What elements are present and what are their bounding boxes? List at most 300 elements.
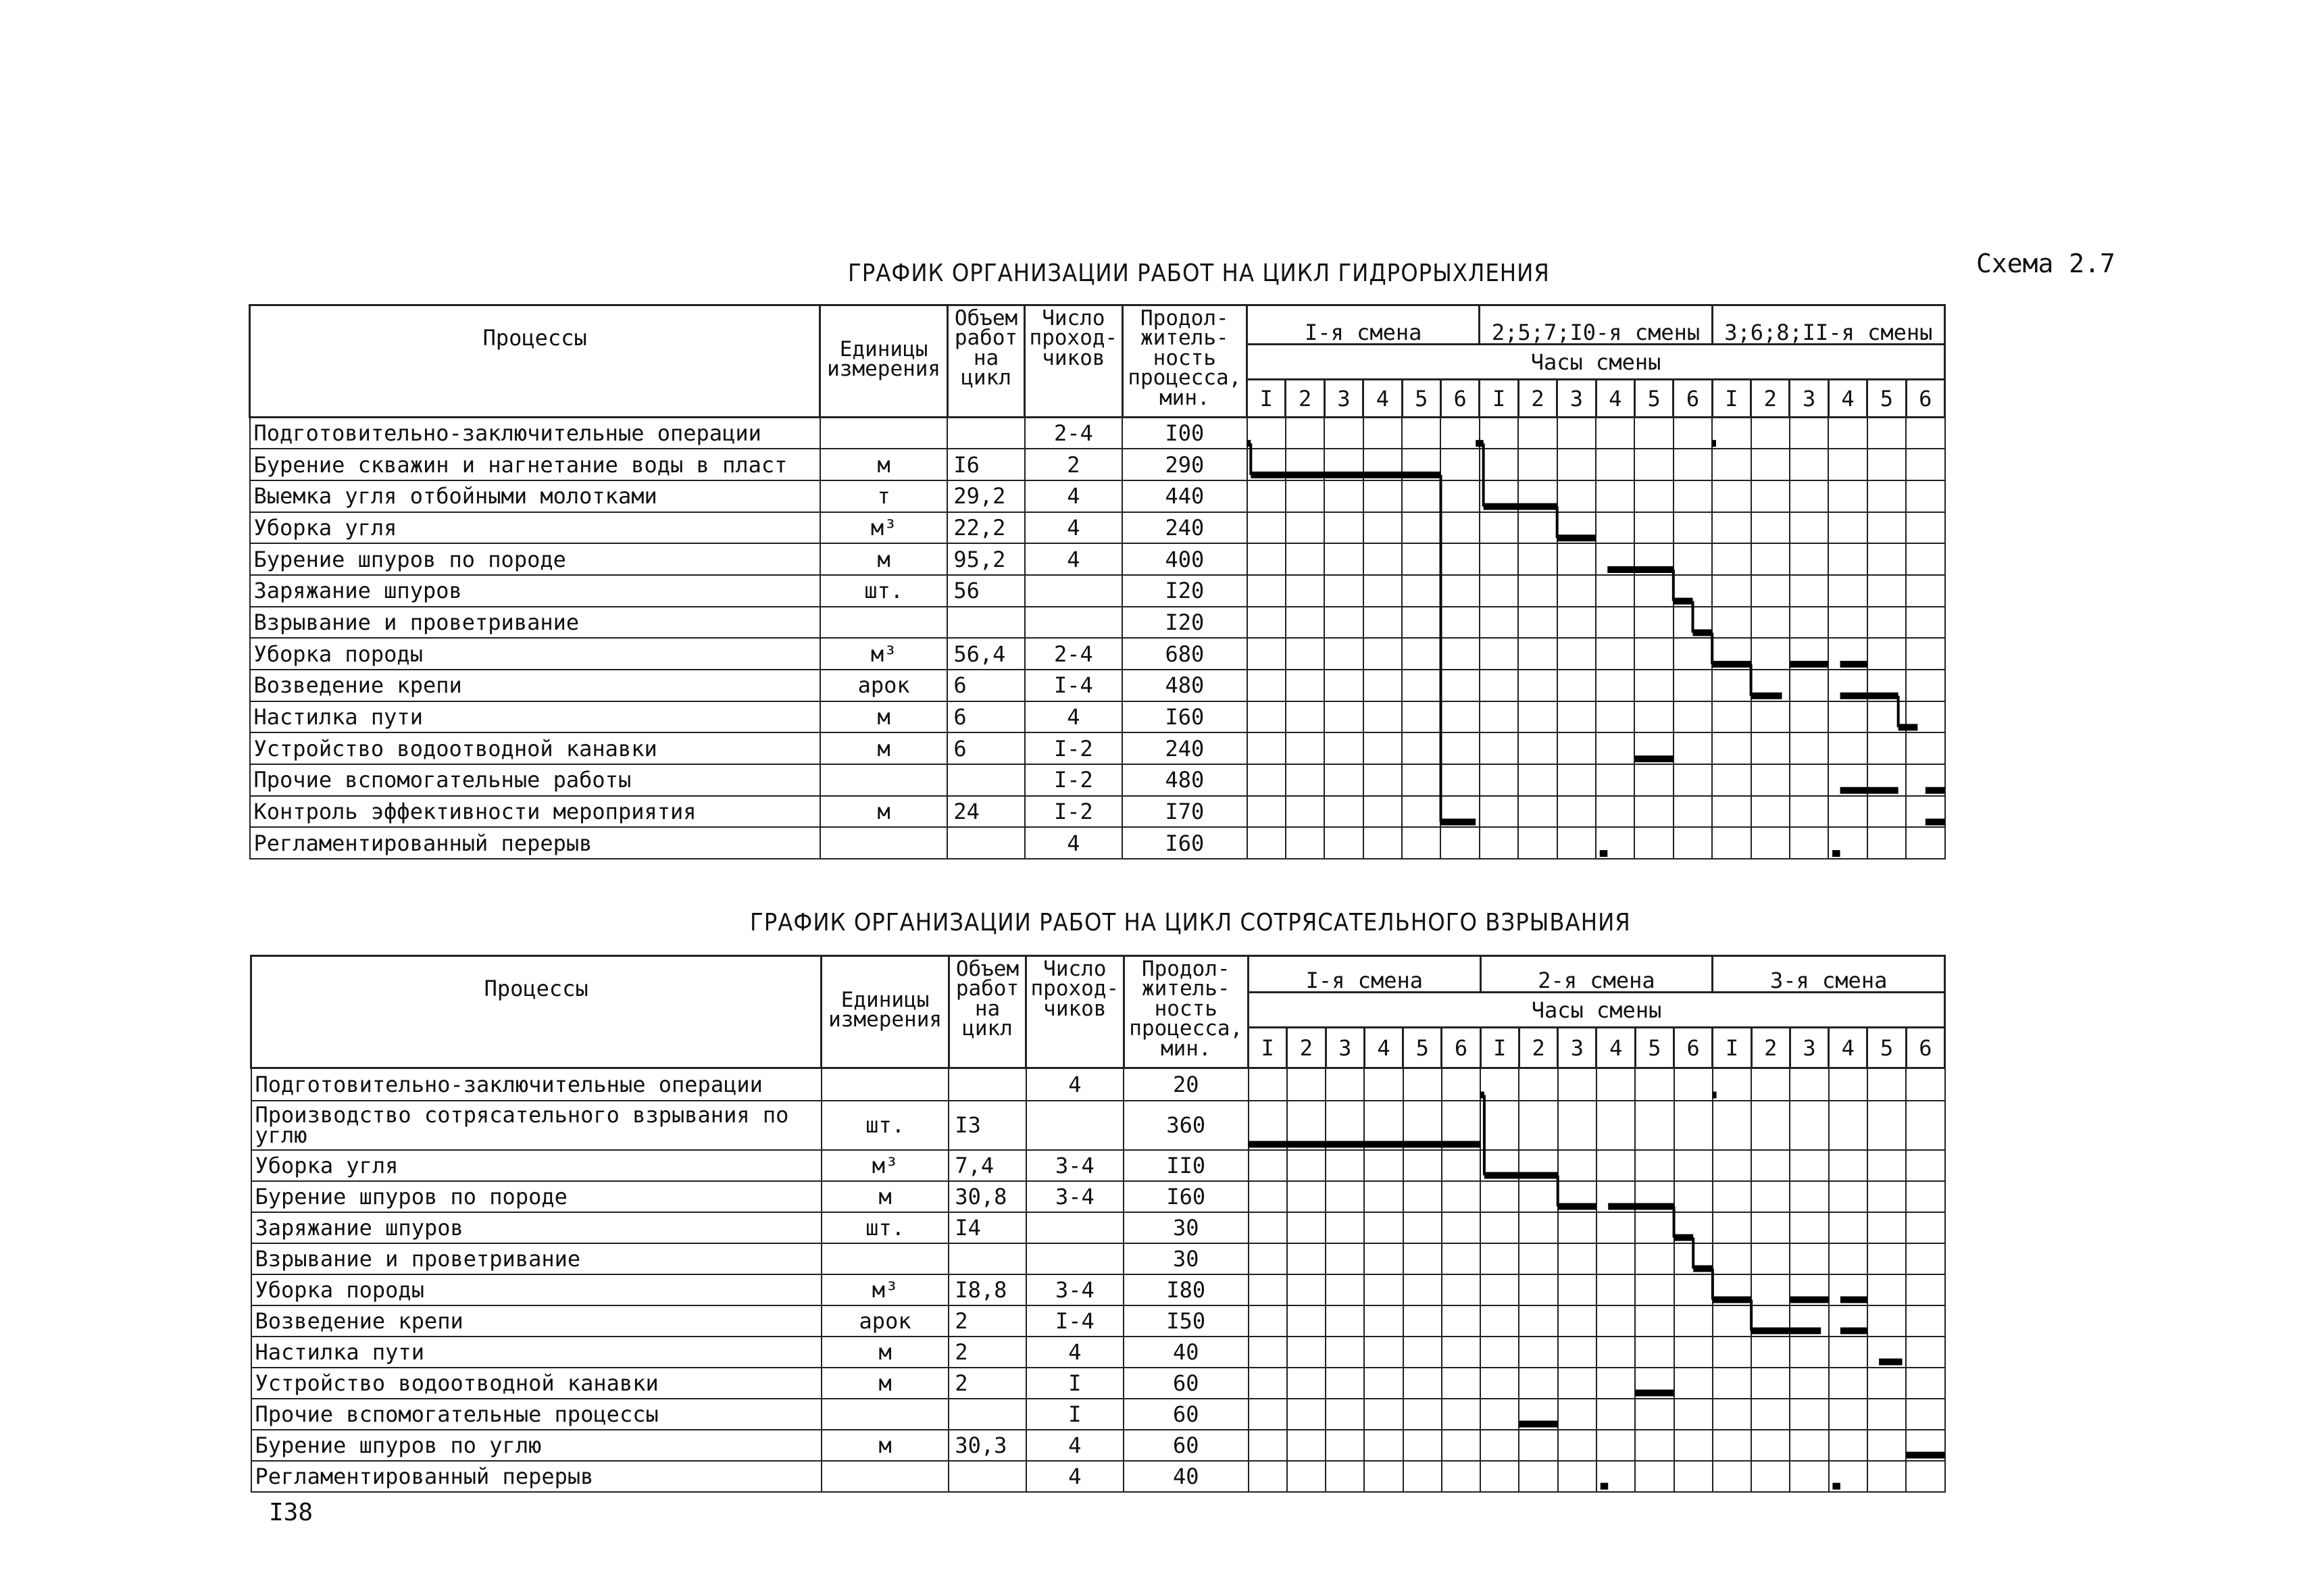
volume-cell: I8,8 <box>949 1274 1026 1305</box>
hour-number: 4 <box>1596 1028 1635 1068</box>
process-name: Заряжание шпуров <box>251 1212 822 1243</box>
hour-number: 3 <box>1326 1028 1364 1068</box>
hour-cell <box>1440 827 1479 859</box>
hour-cell <box>1558 1274 1596 1305</box>
hour-cell <box>1480 1399 1519 1430</box>
volume-cell: 2 <box>949 1305 1026 1337</box>
hour-cell <box>1326 1101 1364 1150</box>
hour-cell <box>1596 1181 1635 1212</box>
hour-cell <box>1518 732 1557 764</box>
hour-cell <box>1440 512 1479 544</box>
hour-cell <box>1247 827 1286 859</box>
hour-cell <box>1440 607 1479 639</box>
hour-cell <box>1635 1150 1674 1181</box>
hour-cell <box>1480 543 1518 575</box>
hour-cell <box>1403 1337 1442 1368</box>
hour-cell <box>1440 764 1479 796</box>
hour-cell <box>1403 1461 1442 1492</box>
process-name: Прочие вспомогательные работы <box>250 764 820 796</box>
hour-cell <box>1829 1150 1867 1181</box>
hour-cell <box>1247 732 1286 764</box>
hour-cell <box>1751 480 1790 512</box>
hour-cell <box>1674 638 1712 670</box>
unit-cell: арок <box>822 1305 949 1337</box>
hour-cell <box>1635 1181 1674 1212</box>
hour-number: 2 <box>1518 380 1557 418</box>
hour-cell <box>1518 670 1557 701</box>
table-2-title: ГРАФИК ОРГАНИЗАЦИИ РАБОТ НА ЦИКЛ СОТРЯСАТЕЛЬНОГО ВЗРЫВАНИЯ <box>750 909 1631 937</box>
hour-cell <box>1674 1068 1713 1101</box>
hour-cell <box>1287 1461 1326 1492</box>
hour-cell <box>1364 1274 1403 1305</box>
hour-cell <box>1674 796 1712 828</box>
col-header-duration: Продол- житель- ность процесса, мин. <box>1124 956 1249 1068</box>
table-row <box>251 1399 1945 1430</box>
hour-cell <box>1635 1068 1674 1101</box>
hour-cell <box>1518 827 1557 859</box>
hour-cell <box>1867 1150 1906 1181</box>
table-row <box>250 543 1945 575</box>
hour-cell <box>1247 418 1286 449</box>
hour-cell <box>1906 1305 1944 1337</box>
hour-cell <box>1790 764 1828 796</box>
unit-cell <box>822 1068 949 1101</box>
volume-cell <box>949 1068 1026 1101</box>
hour-cell <box>1558 1430 1596 1461</box>
hour-cell <box>1713 1068 1751 1101</box>
hour-cell <box>1712 827 1751 859</box>
hour-cell <box>1596 638 1634 670</box>
volume-cell: 30,3 <box>949 1430 1026 1461</box>
process-name: Подготовительно-заключительные операции <box>251 1068 822 1101</box>
hour-cell <box>1712 449 1751 480</box>
volume-cell <box>949 1243 1026 1274</box>
hour-cell <box>1324 670 1363 701</box>
col-header-workers: Число проход- чиков <box>1025 305 1122 418</box>
table-row <box>250 607 1945 639</box>
hour-number: 4 <box>1596 380 1634 418</box>
hour-cell <box>1440 732 1479 764</box>
hour-cell <box>1674 1461 1713 1492</box>
hour-cell <box>1286 543 1324 575</box>
workers-cell: 2-4 <box>1025 418 1122 449</box>
hour-cell <box>1596 701 1634 733</box>
hour-cell <box>1751 1068 1790 1101</box>
hour-cell <box>1440 670 1479 701</box>
hour-cell <box>1906 418 1944 449</box>
hour-cell <box>1480 607 1518 639</box>
hour-number: 6 <box>1442 1028 1480 1068</box>
hour-cell <box>1363 607 1402 639</box>
process-name: Устройство водоотводной канавки <box>251 1368 822 1399</box>
hour-cell <box>1867 449 1906 480</box>
hour-number: 5 <box>1867 380 1906 418</box>
hour-cell <box>1713 1337 1751 1368</box>
workers-cell: I <box>1026 1368 1124 1399</box>
hour-cell <box>1790 512 1828 544</box>
hour-cell <box>1558 1101 1596 1150</box>
process-name: Производство сотрясательного взрывания по углю <box>251 1101 822 1150</box>
hour-cell <box>1247 480 1286 512</box>
hour-cell <box>1790 827 1828 859</box>
volume-cell: 56 <box>947 575 1024 607</box>
hour-cell <box>1713 1399 1751 1430</box>
volume-cell: 2 <box>949 1337 1026 1368</box>
unit-cell: м³ <box>820 638 948 670</box>
hour-cell <box>1363 575 1402 607</box>
hour-cell <box>1906 1337 1944 1368</box>
hour-cell <box>1286 796 1324 828</box>
unit-cell <box>822 1461 949 1492</box>
hour-cell <box>1480 1305 1519 1337</box>
hour-cell <box>1790 480 1828 512</box>
hour-number: 2 <box>1286 380 1324 418</box>
hour-cell <box>1363 418 1402 449</box>
hour-cell <box>1363 732 1402 764</box>
hour-cell <box>1674 732 1712 764</box>
hour-cell <box>1519 1274 1557 1305</box>
hour-cell <box>1557 638 1596 670</box>
shift-header: 3;6;8;II-я смены <box>1712 305 1944 345</box>
unit-cell: м³ <box>822 1150 949 1181</box>
hour-cell <box>1596 1068 1635 1101</box>
hour-cell <box>1247 638 1286 670</box>
hour-cell <box>1403 1305 1442 1337</box>
hour-cell <box>1557 827 1596 859</box>
hour-cell <box>1249 1150 1287 1181</box>
duration-cell: I80 <box>1124 1274 1249 1305</box>
hour-cell <box>1712 512 1751 544</box>
hour-cell <box>1828 418 1867 449</box>
hour-cell <box>1713 1274 1751 1305</box>
hour-cell <box>1635 1399 1674 1430</box>
hour-cell <box>1247 575 1286 607</box>
hour-cell <box>1286 764 1324 796</box>
unit-cell: т <box>820 480 948 512</box>
hour-number: I <box>1480 380 1518 418</box>
hour-cell <box>1596 796 1634 828</box>
workers-cell: 2-4 <box>1025 638 1122 670</box>
hour-cell <box>1790 607 1828 639</box>
hour-number: I <box>1249 1028 1287 1068</box>
hour-cell <box>1402 701 1440 733</box>
col-header-units: Единицы измерения <box>822 956 949 1068</box>
hour-cell <box>1596 575 1634 607</box>
hour-cell <box>1402 638 1440 670</box>
hour-cell <box>1402 607 1440 639</box>
workers-cell <box>1026 1243 1124 1274</box>
duration-cell: 40 <box>1124 1461 1249 1492</box>
table-row <box>250 827 1945 859</box>
hour-cell <box>1713 1181 1751 1212</box>
volume-cell <box>947 827 1024 859</box>
hour-cell <box>1363 480 1402 512</box>
hour-cell <box>1480 1068 1519 1101</box>
hour-cell <box>1247 607 1286 639</box>
hour-cell <box>1674 543 1712 575</box>
hour-cell <box>1519 1150 1557 1181</box>
process-name: Взрывание и проветривание <box>251 1243 822 1274</box>
duration-cell: I20 <box>1122 575 1247 607</box>
hour-cell <box>1324 764 1363 796</box>
hour-cell <box>1867 1337 1906 1368</box>
hour-cell <box>1713 1430 1751 1461</box>
hour-cell <box>1751 670 1790 701</box>
duration-cell: I60 <box>1122 827 1247 859</box>
shift-header: I-я смена <box>1249 956 1481 993</box>
hour-cell <box>1790 1305 1828 1337</box>
process-name: Устройство водоотводной канавки <box>250 732 820 764</box>
unit-cell <box>820 764 948 796</box>
unit-cell: м <box>822 1337 949 1368</box>
hour-cell <box>1829 1399 1867 1430</box>
hour-cell <box>1790 670 1828 701</box>
hour-number: 2 <box>1519 1028 1557 1068</box>
unit-cell <box>822 1243 949 1274</box>
schedule-table-hydroloosening <box>249 304 1946 859</box>
hour-cell <box>1480 764 1518 796</box>
hour-cell <box>1906 638 1944 670</box>
volume-cell: 2 <box>949 1368 1026 1399</box>
hour-cell <box>1828 827 1867 859</box>
hour-cell <box>1402 480 1440 512</box>
table-row <box>250 638 1945 670</box>
hour-cell <box>1324 796 1363 828</box>
hour-cell <box>1790 701 1828 733</box>
col-header-workers: Число проход- чиков <box>1026 956 1124 1068</box>
hour-cell <box>1867 1461 1906 1492</box>
hour-cell <box>1518 575 1557 607</box>
duration-cell: 400 <box>1122 543 1247 575</box>
hour-cell <box>1519 1368 1557 1399</box>
process-name: Уборка угля <box>250 512 820 544</box>
hour-cell <box>1557 449 1596 480</box>
hour-cell <box>1286 701 1324 733</box>
hour-cell <box>1286 607 1324 639</box>
hour-cell <box>1674 1399 1713 1430</box>
hour-cell <box>1286 732 1324 764</box>
hour-cell <box>1906 1150 1944 1181</box>
hour-cell <box>1596 1274 1635 1305</box>
hour-cell <box>1634 732 1673 764</box>
hour-cell <box>1480 670 1518 701</box>
hour-cell <box>1480 1181 1519 1212</box>
hour-cell <box>1829 1461 1867 1492</box>
hour-cell <box>1596 1368 1635 1399</box>
hour-cell <box>1828 701 1867 733</box>
hour-cell <box>1674 1181 1713 1212</box>
process-name: Возведение крепи <box>251 1305 822 1337</box>
workers-cell: I-2 <box>1025 764 1122 796</box>
hour-cell <box>1518 512 1557 544</box>
hour-cell <box>1324 701 1363 733</box>
hour-cell <box>1634 512 1673 544</box>
hour-cell <box>1828 638 1867 670</box>
hours-header: Часы смены <box>1249 993 1945 1028</box>
hour-cell <box>1829 1430 1867 1461</box>
hour-cell <box>1440 418 1479 449</box>
hour-cell <box>1480 418 1518 449</box>
hour-cell <box>1247 449 1286 480</box>
volume-cell: I6 <box>947 449 1024 480</box>
hour-cell <box>1790 732 1828 764</box>
hour-cell <box>1634 827 1673 859</box>
hour-cell <box>1557 701 1596 733</box>
duration-cell: 440 <box>1122 480 1247 512</box>
unit-cell: м <box>820 732 948 764</box>
hour-cell <box>1402 418 1440 449</box>
process-name: Бурение шпуров по породе <box>251 1181 822 1212</box>
hour-cell <box>1558 1337 1596 1368</box>
hour-cell <box>1867 1101 1906 1150</box>
hour-cell <box>1712 575 1751 607</box>
hour-cell <box>1480 1150 1519 1181</box>
hour-cell <box>1829 1181 1867 1212</box>
process-name: Уборка угля <box>251 1150 822 1181</box>
hour-cell <box>1518 764 1557 796</box>
table-row <box>251 1150 1945 1181</box>
hour-cell <box>1634 607 1673 639</box>
hour-number: 4 <box>1363 380 1402 418</box>
hour-cell <box>1519 1461 1557 1492</box>
hour-cell <box>1828 670 1867 701</box>
hour-cell <box>1674 1243 1713 1274</box>
hour-cell <box>1287 1337 1326 1368</box>
hour-cell <box>1751 1399 1790 1430</box>
hour-cell <box>1828 796 1867 828</box>
hour-cell <box>1790 1430 1828 1461</box>
workers-cell <box>1026 1212 1124 1243</box>
hour-cell <box>1324 827 1363 859</box>
hour-cell <box>1364 1212 1403 1243</box>
hour-cell <box>1326 1274 1364 1305</box>
hour-cell <box>1674 764 1712 796</box>
hour-cell <box>1712 670 1751 701</box>
hour-cell <box>1442 1150 1480 1181</box>
workers-cell: 3-4 <box>1026 1150 1124 1181</box>
process-name: Подготовительно-заключительные операции <box>250 418 820 449</box>
hour-cell <box>1906 575 1944 607</box>
hour-cell <box>1519 1212 1557 1243</box>
duration-cell: 240 <box>1122 512 1247 544</box>
hour-cell <box>1287 1305 1326 1337</box>
workers-cell: 4 <box>1026 1068 1124 1101</box>
workers-cell: 4 <box>1025 827 1122 859</box>
hour-cell <box>1634 480 1673 512</box>
hour-cell <box>1249 1461 1287 1492</box>
hour-cell <box>1326 1305 1364 1337</box>
hour-cell <box>1480 1337 1519 1368</box>
hour-cell <box>1440 638 1479 670</box>
hour-cell <box>1518 449 1557 480</box>
hour-cell <box>1596 1150 1635 1181</box>
hour-cell <box>1751 1461 1790 1492</box>
hour-cell <box>1286 575 1324 607</box>
process-name: Регламентированный перерыв <box>251 1461 822 1492</box>
hour-cell <box>1286 449 1324 480</box>
hour-cell <box>1518 543 1557 575</box>
volume-cell: 30,8 <box>949 1181 1026 1212</box>
table-row <box>251 1101 1945 1150</box>
hour-number: I <box>1713 1028 1751 1068</box>
hour-cell <box>1906 701 1944 733</box>
hour-cell <box>1906 670 1944 701</box>
workers-cell: 4 <box>1026 1430 1124 1461</box>
workers-cell: 3-4 <box>1026 1274 1124 1305</box>
hour-cell <box>1403 1399 1442 1430</box>
shift-header: 2-я смена <box>1480 956 1713 993</box>
hour-cell <box>1751 1274 1790 1305</box>
hour-cell <box>1480 1243 1519 1274</box>
hour-cell <box>1596 1337 1635 1368</box>
hour-cell <box>1674 1150 1713 1181</box>
hour-cell <box>1674 701 1712 733</box>
hour-cell <box>1324 575 1363 607</box>
hour-cell <box>1558 1399 1596 1430</box>
col-header-processes: Процессы <box>250 305 820 418</box>
duration-cell: I60 <box>1122 701 1247 733</box>
hour-cell <box>1751 1150 1790 1181</box>
duration-cell: 290 <box>1122 449 1247 480</box>
hour-cell <box>1249 1243 1287 1274</box>
hour-cell <box>1403 1101 1442 1150</box>
volume-cell: 7,4 <box>949 1150 1026 1181</box>
hour-cell <box>1364 1305 1403 1337</box>
hour-cell <box>1713 1150 1751 1181</box>
hour-cell <box>1442 1337 1480 1368</box>
hour-cell <box>1635 1274 1674 1305</box>
hour-cell <box>1403 1150 1442 1181</box>
workers-cell: 4 <box>1026 1337 1124 1368</box>
volume-cell <box>949 1399 1026 1430</box>
table-row <box>251 1461 1945 1492</box>
hour-cell <box>1712 607 1751 639</box>
unit-cell: м³ <box>822 1274 949 1305</box>
hour-cell <box>1324 638 1363 670</box>
hour-cell <box>1363 701 1402 733</box>
hour-number: 4 <box>1829 1028 1867 1068</box>
workers-cell: 4 <box>1026 1461 1124 1492</box>
hour-cell <box>1829 1243 1867 1274</box>
duration-cell: 60 <box>1124 1368 1249 1399</box>
hour-cell <box>1247 701 1286 733</box>
hour-cell <box>1363 449 1402 480</box>
hour-cell <box>1480 732 1518 764</box>
hour-cell <box>1867 732 1906 764</box>
hour-cell <box>1557 480 1596 512</box>
process-name: Выемка угля отбойными молотками <box>250 480 820 512</box>
hour-cell <box>1249 1274 1287 1305</box>
hour-cell <box>1363 764 1402 796</box>
hour-cell <box>1363 827 1402 859</box>
hour-cell <box>1867 1430 1906 1461</box>
hour-cell <box>1324 543 1363 575</box>
hour-cell <box>1790 796 1828 828</box>
process-name: Бурение шпуров по углю <box>251 1430 822 1461</box>
workers-cell: 4 <box>1025 512 1122 544</box>
process-name: Регламентированный перерыв <box>250 827 820 859</box>
workers-cell: 3-4 <box>1026 1181 1124 1212</box>
process-name: Уборка породы <box>251 1274 822 1305</box>
hour-cell <box>1751 638 1790 670</box>
hour-cell <box>1442 1212 1480 1243</box>
unit-cell: шт. <box>820 575 948 607</box>
hour-cell <box>1440 575 1479 607</box>
hour-cell <box>1634 701 1673 733</box>
hour-cell <box>1674 607 1712 639</box>
hour-cell <box>1790 449 1828 480</box>
unit-cell: шт. <box>822 1101 949 1150</box>
